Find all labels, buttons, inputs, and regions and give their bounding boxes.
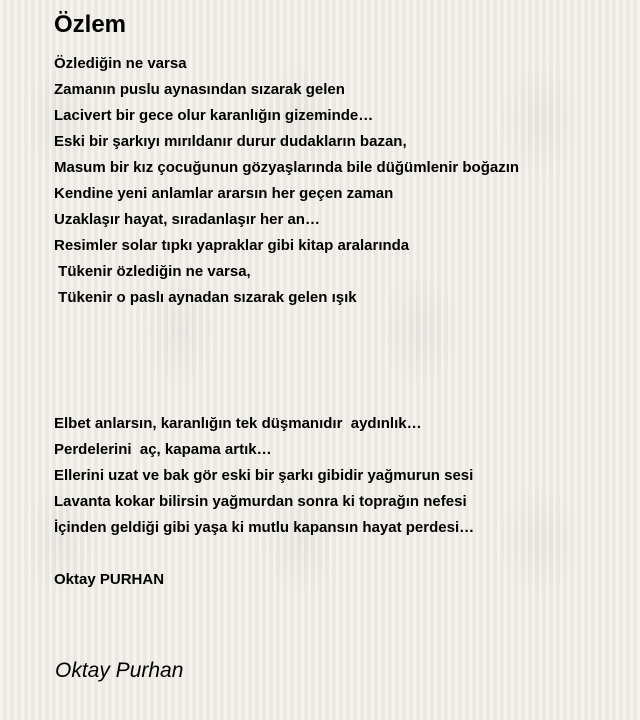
poem-line: Tükenir özlediğin ne varsa,: [54, 263, 251, 280]
poem-line: İçinden geldiği gibi yaşa ki mutlu kapansın hayat perdesi…: [54, 519, 475, 536]
poem-line: Masum bir kız çocuğunun gözyaşlarında bile düğümlenir boğazın: [54, 159, 520, 176]
poem-stanza-1: [54, 51, 519, 311]
poem-line: Özlediğin ne varsa: [54, 55, 187, 72]
poem-line: Uzaklaşır hayat, sıradanlaşır her an…: [54, 211, 320, 228]
poem-author: Oktay PURHAN: [54, 571, 165, 588]
poem-line: Lavanta kokar bilirsin yağmurdan sonra ki toprağın nefesi: [54, 493, 467, 510]
poem-line: Lacivert bir gece olur karanlığın gizeminde…: [54, 107, 374, 124]
poem-stanza-2: [54, 411, 474, 541]
poem-line: Ellerini uzat ve bak gör eski bir şarkı gibidir yağmurun sesi: [54, 467, 474, 484]
poem-line: Resimler solar tıpkı yapraklar gibi kitap aralarında: [54, 237, 410, 254]
poem-line: Kendine yeni anlamlar ararsın her geçen zaman: [54, 185, 394, 202]
poem-line: Elbet anlarsın, karanlığın tek düşmanıdır aydınlık…: [54, 415, 422, 432]
poem-line: Perdelerini aç, kapama artık…: [54, 441, 272, 458]
author-signature: Oktay Purhan: [55, 659, 184, 682]
poem-line: Zamanın puslu aynasından sızarak gelen: [54, 81, 345, 98]
poem-line: Tükenir o paslı aynadan sızarak gelen ışık: [54, 289, 357, 306]
poem-title: Özlem: [54, 11, 127, 38]
poem-line: Eski bir şarkıyı mırıldanır durur dudakların bazan,: [54, 133, 407, 150]
